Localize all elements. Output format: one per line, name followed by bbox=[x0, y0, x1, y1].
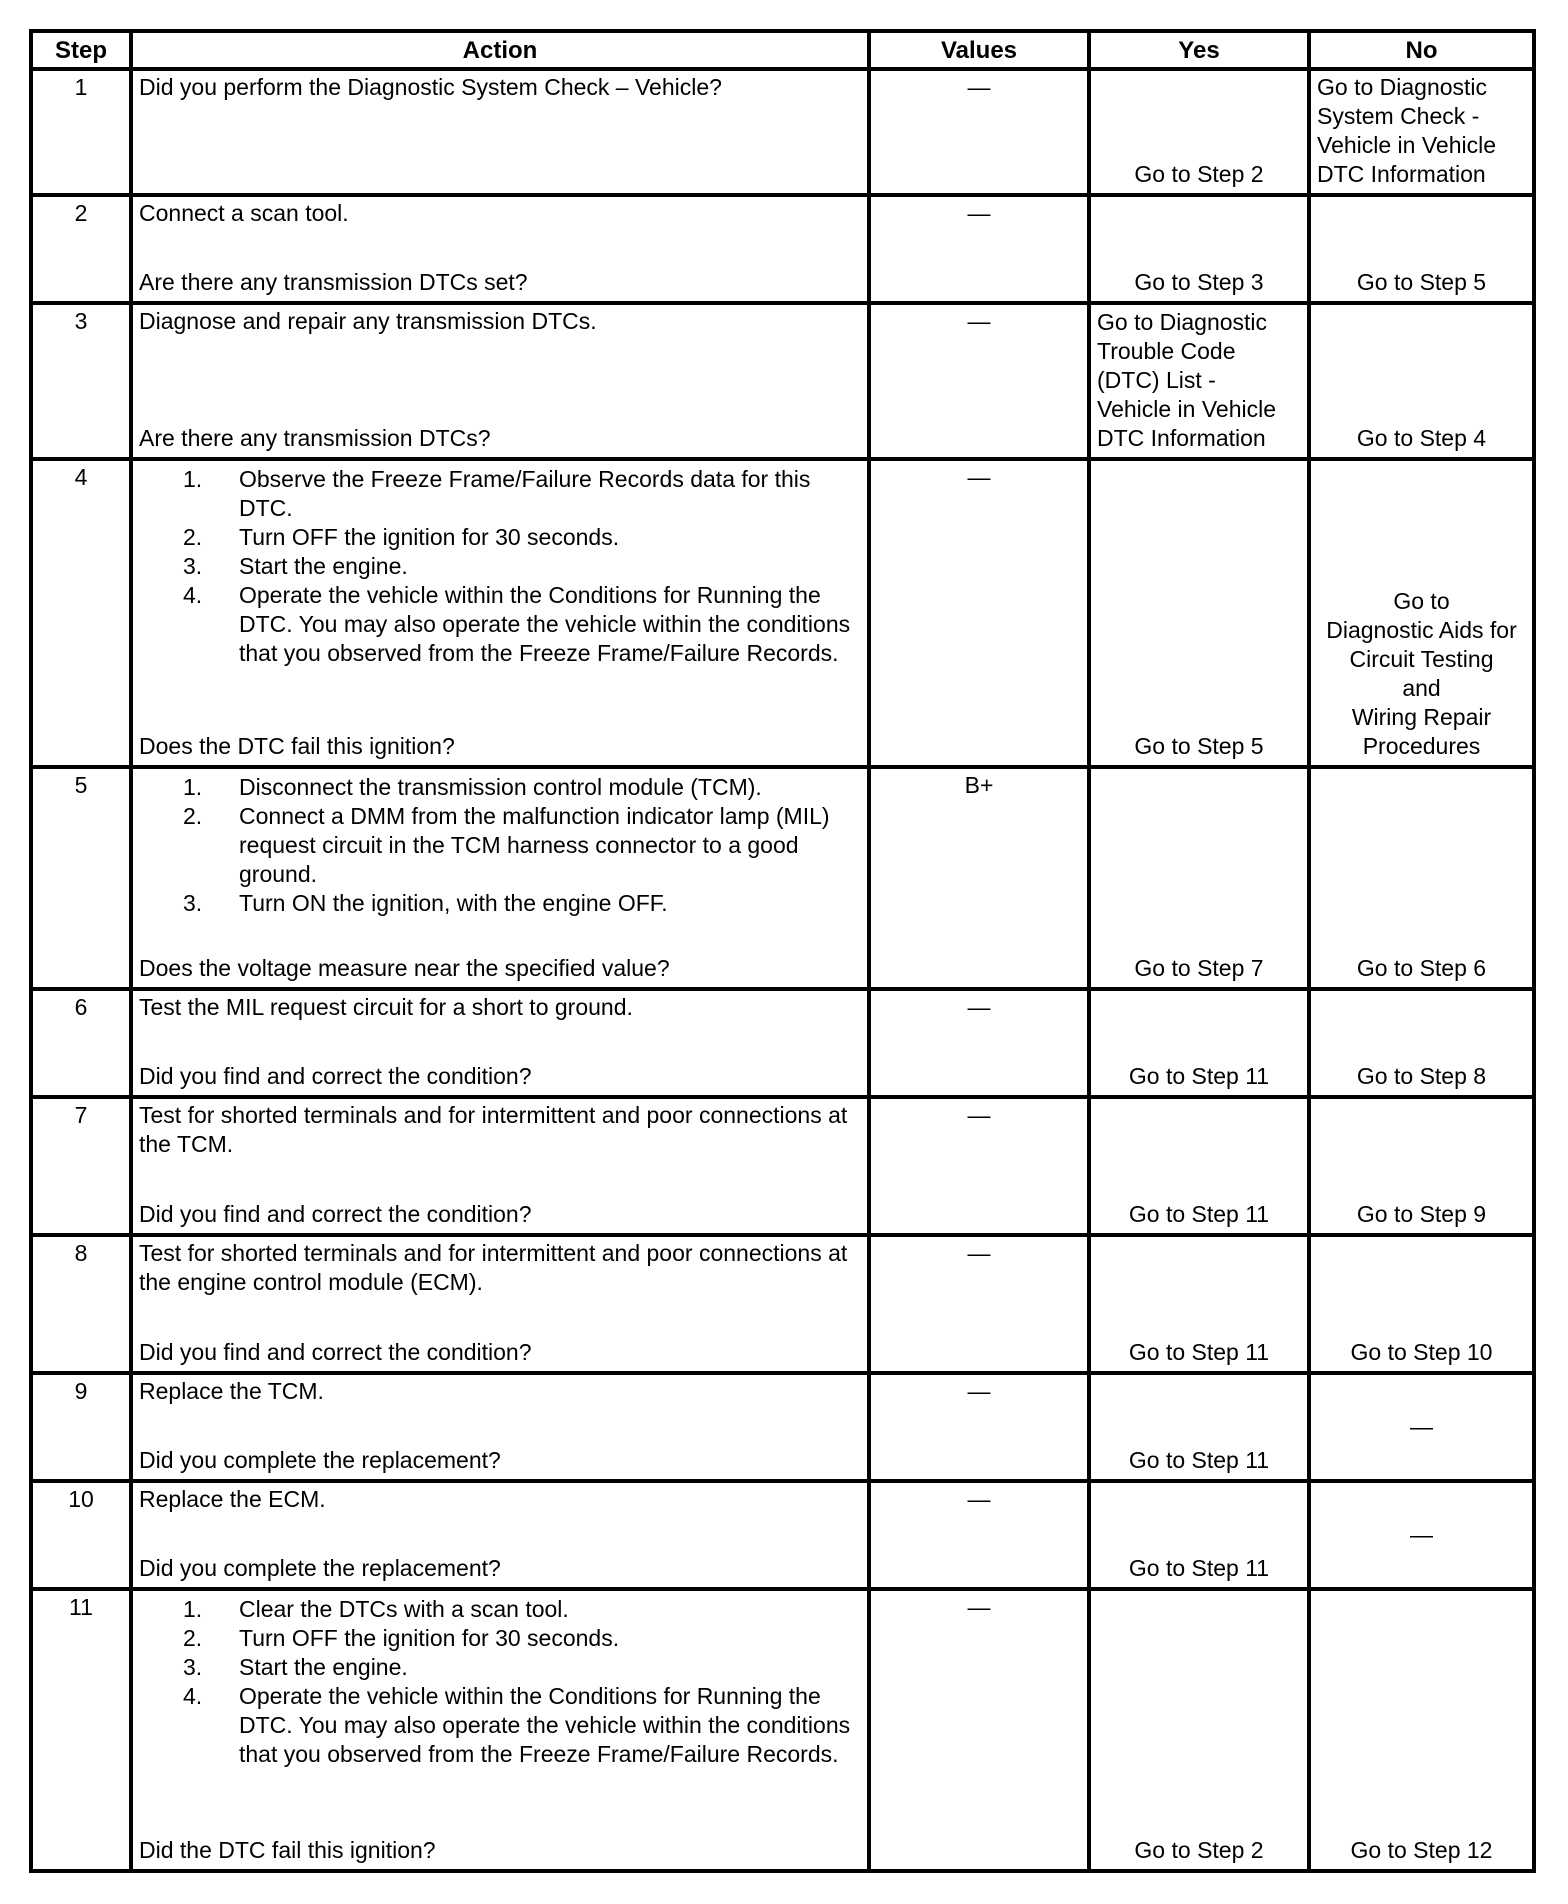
procedure-list bbox=[139, 1595, 861, 1769]
action-question: Does the DTC fail this ignition? bbox=[139, 733, 455, 759]
step-number: 1 bbox=[31, 69, 131, 195]
action-body bbox=[139, 199, 861, 262]
action-body bbox=[139, 1377, 861, 1440]
action-instruction: Did you perform the Diagnostic System Check – Vehicle? bbox=[139, 74, 722, 100]
yes-cell bbox=[1089, 1481, 1309, 1589]
table-row bbox=[31, 195, 1534, 303]
step-number: 11 bbox=[31, 1589, 131, 1871]
yes-cell bbox=[1089, 303, 1309, 459]
action-cell bbox=[131, 1097, 869, 1235]
action-body bbox=[139, 993, 861, 1056]
no-link[interactable]: Go to Diagnostic Aids for Circuit Testing and Wiring Repair Procedures bbox=[1326, 588, 1517, 759]
no-link[interactable]: Go to Step 5 bbox=[1356, 269, 1487, 295]
no-link[interactable]: Go to Step 10 bbox=[1350, 1339, 1493, 1365]
yes-link[interactable]: Go to Step 5 bbox=[1134, 733, 1264, 759]
procedure-item: Turn ON the ignition, with the engine OFF. bbox=[239, 890, 668, 916]
action-instruction: Test the MIL request circuit for a short to ground. bbox=[139, 994, 633, 1020]
table-row bbox=[31, 1589, 1534, 1871]
action-instruction: Test for shorted terminals and for intermittent and poor connections at the engine control module (ECM). bbox=[139, 1240, 848, 1295]
action-cell bbox=[131, 989, 869, 1097]
action-cell bbox=[131, 303, 869, 459]
procedure-item: Disconnect the transmission control module (TCM). bbox=[239, 774, 762, 800]
action-body bbox=[139, 773, 861, 952]
yes-link[interactable]: Go to Diagnostic Trouble Code (DTC) List - Vehicle in Vehicle DTC Information bbox=[1097, 309, 1277, 451]
diagnostic-table bbox=[29, 29, 1536, 1873]
procedure-item: Turn OFF the ignition for 30 seconds. bbox=[239, 524, 620, 550]
table-row bbox=[31, 459, 1534, 767]
action-question: Did you find and correct the condition? bbox=[139, 1201, 532, 1227]
yes-cell bbox=[1089, 1589, 1309, 1871]
procedure-item: Start the engine. bbox=[239, 553, 408, 579]
yes-link[interactable]: Go to Step 2 bbox=[1134, 1837, 1264, 1863]
action-instruction: Diagnose and repair any transmission DTCs. bbox=[139, 308, 597, 334]
step-number: 10 bbox=[31, 1481, 131, 1589]
action-question: Are there any transmission DTCs set? bbox=[139, 269, 528, 295]
action-instruction: Replace the ECM. bbox=[139, 1486, 326, 1512]
no-link[interactable]: Go to Step 4 bbox=[1356, 425, 1487, 451]
yes-cell bbox=[1089, 1097, 1309, 1235]
no-cell bbox=[1309, 989, 1534, 1097]
header-values: Values bbox=[869, 31, 1089, 69]
action-cell bbox=[131, 1481, 869, 1589]
action-cell bbox=[131, 69, 869, 195]
no-cell bbox=[1309, 767, 1534, 989]
value-cell: — bbox=[869, 989, 1089, 1097]
action-question: Does the voltage measure near the specified value? bbox=[139, 955, 670, 981]
procedure-list bbox=[139, 773, 861, 918]
step-number: 2 bbox=[31, 195, 131, 303]
action-body bbox=[139, 465, 861, 702]
yes-link[interactable]: Go to Step 3 bbox=[1134, 269, 1264, 295]
table-row bbox=[31, 1481, 1534, 1589]
action-instruction: Test for shorted terminals and for intermittent and poor connections at the TCM. bbox=[139, 1102, 848, 1157]
action-cell bbox=[131, 767, 869, 989]
yes-link[interactable]: Go to Step 11 bbox=[1128, 1447, 1270, 1473]
yes-cell bbox=[1089, 989, 1309, 1097]
header-row bbox=[31, 31, 1534, 69]
action-cell bbox=[131, 1589, 869, 1871]
header-step: Step bbox=[31, 31, 131, 69]
step-number: 3 bbox=[31, 303, 131, 459]
step-number: 9 bbox=[31, 1373, 131, 1481]
action-body bbox=[139, 1595, 861, 1803]
yes-cell bbox=[1089, 459, 1309, 767]
action-body bbox=[139, 73, 861, 136]
no-link[interactable]: Go to Step 8 bbox=[1356, 1063, 1487, 1089]
header-yes: Yes bbox=[1089, 31, 1309, 69]
table-row bbox=[31, 69, 1534, 195]
no-cell bbox=[1309, 69, 1534, 195]
action-body bbox=[139, 1485, 861, 1548]
step-number: 6 bbox=[31, 989, 131, 1097]
step-number: 8 bbox=[31, 1235, 131, 1373]
table-row bbox=[31, 989, 1534, 1097]
value-cell: — bbox=[869, 1373, 1089, 1481]
yes-cell bbox=[1089, 1235, 1309, 1373]
table-row bbox=[31, 303, 1534, 459]
yes-link[interactable]: Go to Step 2 bbox=[1134, 161, 1264, 187]
yes-cell bbox=[1089, 69, 1309, 195]
no-cell bbox=[1309, 1373, 1534, 1481]
yes-link[interactable]: Go to Step 11 bbox=[1128, 1555, 1270, 1581]
value-cell: — bbox=[869, 1481, 1089, 1589]
procedure-item: Operate the vehicle within the Conditions for Running the DTC. You may also operate the vehicle within the conditions that you observed from the Freeze Frame/Failure Records. bbox=[239, 582, 851, 666]
yes-cell bbox=[1089, 767, 1309, 989]
value-cell: — bbox=[869, 1589, 1089, 1871]
action-instruction: Replace the TCM. bbox=[139, 1378, 324, 1404]
step-number: 4 bbox=[31, 459, 131, 767]
action-cell bbox=[131, 1373, 869, 1481]
table-row bbox=[31, 1373, 1534, 1481]
no-link[interactable]: Go to Step 9 bbox=[1356, 1201, 1487, 1227]
step-number: 5 bbox=[31, 767, 131, 989]
no-cell bbox=[1309, 1235, 1534, 1373]
no-cell bbox=[1309, 1481, 1534, 1589]
yes-link[interactable]: Go to Step 11 bbox=[1128, 1201, 1270, 1227]
action-cell bbox=[131, 195, 869, 303]
action-body bbox=[139, 1239, 861, 1331]
no-cell bbox=[1309, 195, 1534, 303]
step-number: 7 bbox=[31, 1097, 131, 1235]
yes-cell bbox=[1089, 195, 1309, 303]
procedure-item: Operate the vehicle within the Conditions for Running the DTC. You may also operate the vehicle within the conditions that you observed from the Freeze Frame/Failure Records. bbox=[239, 1683, 851, 1767]
table-body bbox=[31, 69, 1534, 1871]
value-cell: — bbox=[869, 69, 1089, 195]
procedure-item: Start the engine. bbox=[239, 1654, 408, 1680]
action-question: Did you complete the replacement? bbox=[139, 1555, 501, 1581]
action-question: Did the DTC fail this ignition? bbox=[139, 1837, 436, 1863]
yes-cell bbox=[1089, 1373, 1309, 1481]
action-body bbox=[139, 307, 861, 370]
action-question: Did you complete the replacement? bbox=[139, 1447, 501, 1473]
header-no: No bbox=[1309, 31, 1534, 69]
no-link[interactable]: Go to Step 6 bbox=[1356, 955, 1487, 981]
action-cell bbox=[131, 1235, 869, 1373]
value-cell: — bbox=[869, 195, 1089, 303]
action-question: Are there any transmission DTCs? bbox=[139, 425, 491, 451]
action-question: Did you find and correct the condition? bbox=[139, 1063, 532, 1089]
action-cell bbox=[131, 459, 869, 767]
procedure-item: Clear the DTCs with a scan tool. bbox=[239, 1596, 569, 1622]
action-question: Did you find and correct the condition? bbox=[139, 1339, 532, 1365]
procedure-item: Turn OFF the ignition for 30 seconds. bbox=[239, 1625, 620, 1651]
no-cell bbox=[1309, 1589, 1534, 1871]
table-row bbox=[31, 1235, 1534, 1373]
value-cell: B+ bbox=[869, 767, 1089, 989]
value-cell: — bbox=[869, 303, 1089, 459]
no-cell bbox=[1309, 459, 1534, 767]
no-link[interactable]: Go to Diagnostic System Check - Vehicle in Vehicle DTC Information bbox=[1317, 74, 1497, 187]
procedure-item: Observe the Freeze Frame/Failure Records data for this DTC. bbox=[239, 466, 811, 521]
table-row bbox=[31, 767, 1534, 989]
header-action: Action bbox=[131, 31, 869, 69]
yes-link[interactable]: Go to Step 7 bbox=[1134, 955, 1264, 981]
table-row bbox=[31, 1097, 1534, 1235]
no-cell bbox=[1309, 1097, 1534, 1235]
yes-link[interactable]: Go to Step 11 bbox=[1128, 1063, 1270, 1089]
procedure-list bbox=[139, 465, 861, 668]
action-instruction: Connect a scan tool. bbox=[139, 200, 349, 226]
no-link[interactable]: Go to Step 12 bbox=[1350, 1837, 1493, 1863]
no-cell bbox=[1309, 303, 1534, 459]
value-cell: — bbox=[869, 1097, 1089, 1235]
value-cell: — bbox=[869, 1235, 1089, 1373]
no-link: — bbox=[1410, 1521, 1433, 1548]
action-body bbox=[139, 1101, 861, 1193]
yes-link[interactable]: Go to Step 11 bbox=[1128, 1339, 1270, 1365]
value-cell: — bbox=[869, 459, 1089, 767]
no-link: — bbox=[1410, 1413, 1433, 1440]
procedure-item: Connect a DMM from the malfunction indicator lamp (MIL) request circuit in the TCM harness connector to a good ground. bbox=[239, 803, 830, 887]
